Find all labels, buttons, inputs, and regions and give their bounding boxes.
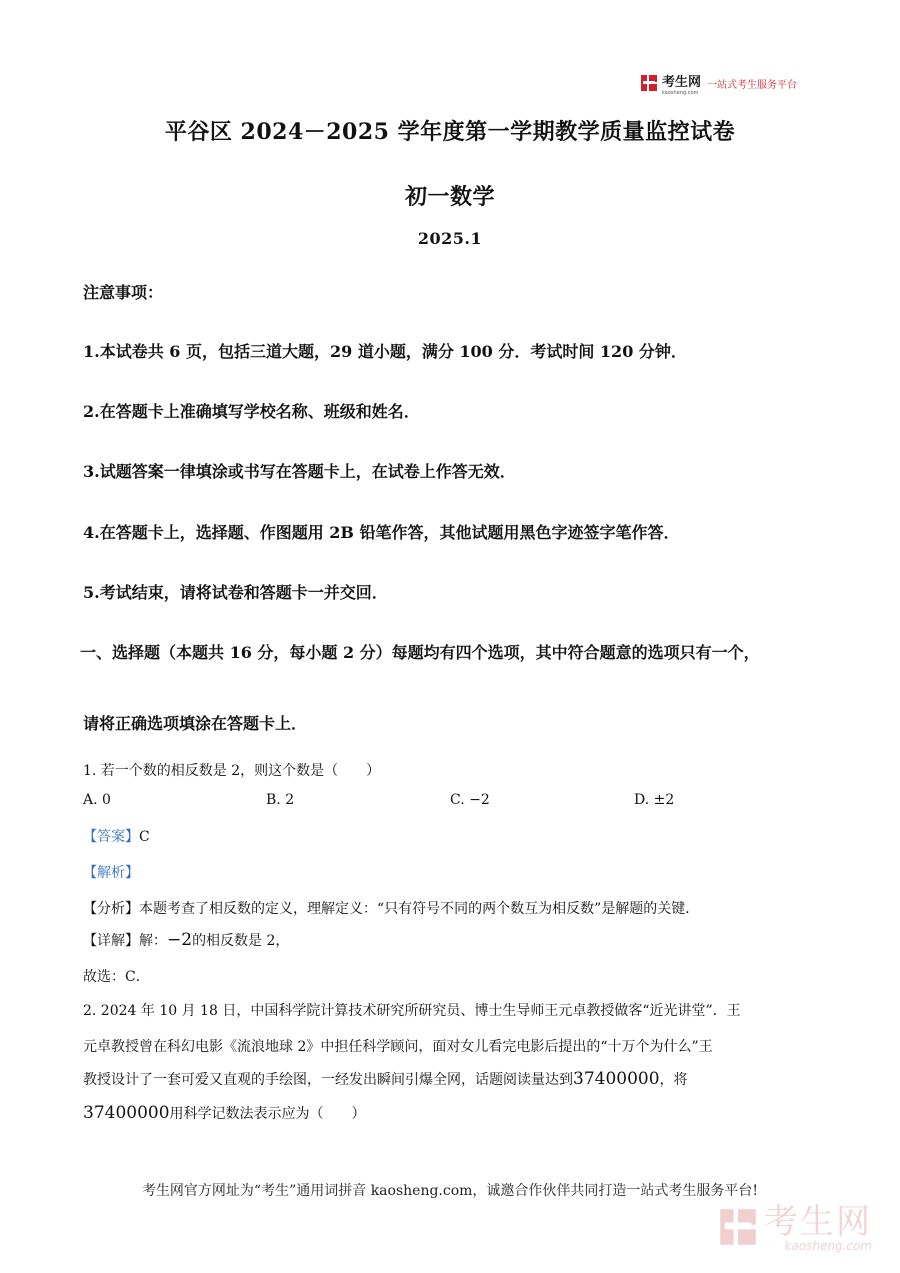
option-d: D. ±2 (634, 792, 675, 808)
question-2-line: 元卓教授曾在科幻电影《流浪地球 2》中担任科学顾问，面对女儿看完电影后提出的“十万个为什么”王 (83, 1039, 713, 1055)
logo-text (662, 71, 701, 96)
notice-item: 3.试题答案一律填涂或书写在答题卡上，在试卷上作答无效． (83, 462, 516, 481)
fenxi-text: 本题考查了相反数的定义，理解定义：“只有符号不同的两个数互为相反数”是解题的关键． (139, 901, 700, 917)
xiangjie-line (83, 930, 289, 950)
choice-line: 故选：C． (83, 969, 150, 985)
section-heading: 一、选择题（本题共 16 分，每小题 2 分）每题均有四个选项，其中符合题意的选项只有一个， (80, 643, 760, 662)
header-logo (640, 72, 797, 94)
option-b: B. 2 (266, 792, 295, 808)
notice-item: 5.考试结束，请将试卷和答题卡一并交回． (83, 583, 388, 602)
watermark-logo-icon (718, 1207, 758, 1251)
question-1-stem: 1. 若一个数的相反数是 2，则这个数是（ ） (83, 763, 381, 779)
watermark-name: 考生网 (764, 1202, 872, 1242)
footer-text: 考生网官方网址为“考生”通用词拼音 kaosheng.com，诚邀合作伙伴共同打造一站式考生服务平台! (141, 1183, 759, 1199)
logo-name: 考生网 (662, 74, 702, 90)
logo-domain: kaosheng.com (662, 89, 699, 96)
section-heading-cont: 请将正确选项填涂在答题卡上． (83, 714, 308, 733)
q2-text: 教授设计了一套可爱又直观的手绘图，一经发出瞬间引爆全网，话题阅读量达到 (83, 1072, 573, 1088)
q2-text: 用科学记数法表示应为（ ） (169, 1106, 366, 1122)
q2-number: 37400000 (573, 1069, 660, 1089)
q2-number: 37400000 (83, 1103, 170, 1123)
fenxi-tag: 【分析】 (83, 901, 139, 917)
question-2-line (83, 1069, 688, 1089)
xiangjie-math: −2 (167, 930, 193, 950)
question-2-line: 2. 2024 年 10 月 18 日，中国科学院计算技术研究所研究员、博士生导师王元卓教授做客“近光讲堂”．王 (83, 1003, 741, 1019)
analysis-tag: 【解析】 (83, 865, 139, 881)
notice-item: 1.本试卷共 6 页，包括三道大题，29 道小题，满分 100 分．考试时间 120 分钟． (83, 342, 687, 361)
option-c: C. −2 (450, 792, 490, 808)
watermark (718, 1202, 872, 1253)
notice-item: 2.在答题卡上准确填写学校名称、班级和姓名． (83, 402, 420, 421)
answer-value: C (139, 829, 150, 845)
kaosheng-logo-icon (640, 74, 658, 92)
watermark-text (764, 1202, 872, 1253)
subject-title: 初一数学 (404, 184, 495, 210)
watermark-domain: kaosheng.com (784, 1239, 872, 1253)
option-a: A. 0 (83, 792, 111, 808)
notice-heading: 注意事项： (83, 283, 164, 302)
fenxi-line (83, 898, 699, 918)
xiangjie-tag: 【详解】 (83, 933, 139, 949)
answer-line (83, 826, 150, 846)
xiangjie-prefix: 解： (139, 933, 167, 949)
question-2-line (83, 1103, 366, 1123)
notice-item: 4.在答题卡上，选择题、作图题用 2B 铅笔作答，其他试题用黑色字迹签字笔作答． (83, 523, 680, 542)
logo-slogan: 一站式考生服务平台 (707, 79, 798, 91)
page-title: 平谷区 2024－2025 学年度第一学期教学质量监控试卷 (164, 119, 736, 145)
xiangjie-suffix: 的相反数是 2， (192, 933, 290, 949)
q2-text-end: ，将 (659, 1072, 688, 1088)
exam-date: 2025.1 (417, 229, 483, 248)
answer-tag: 【答案】 (83, 829, 139, 845)
